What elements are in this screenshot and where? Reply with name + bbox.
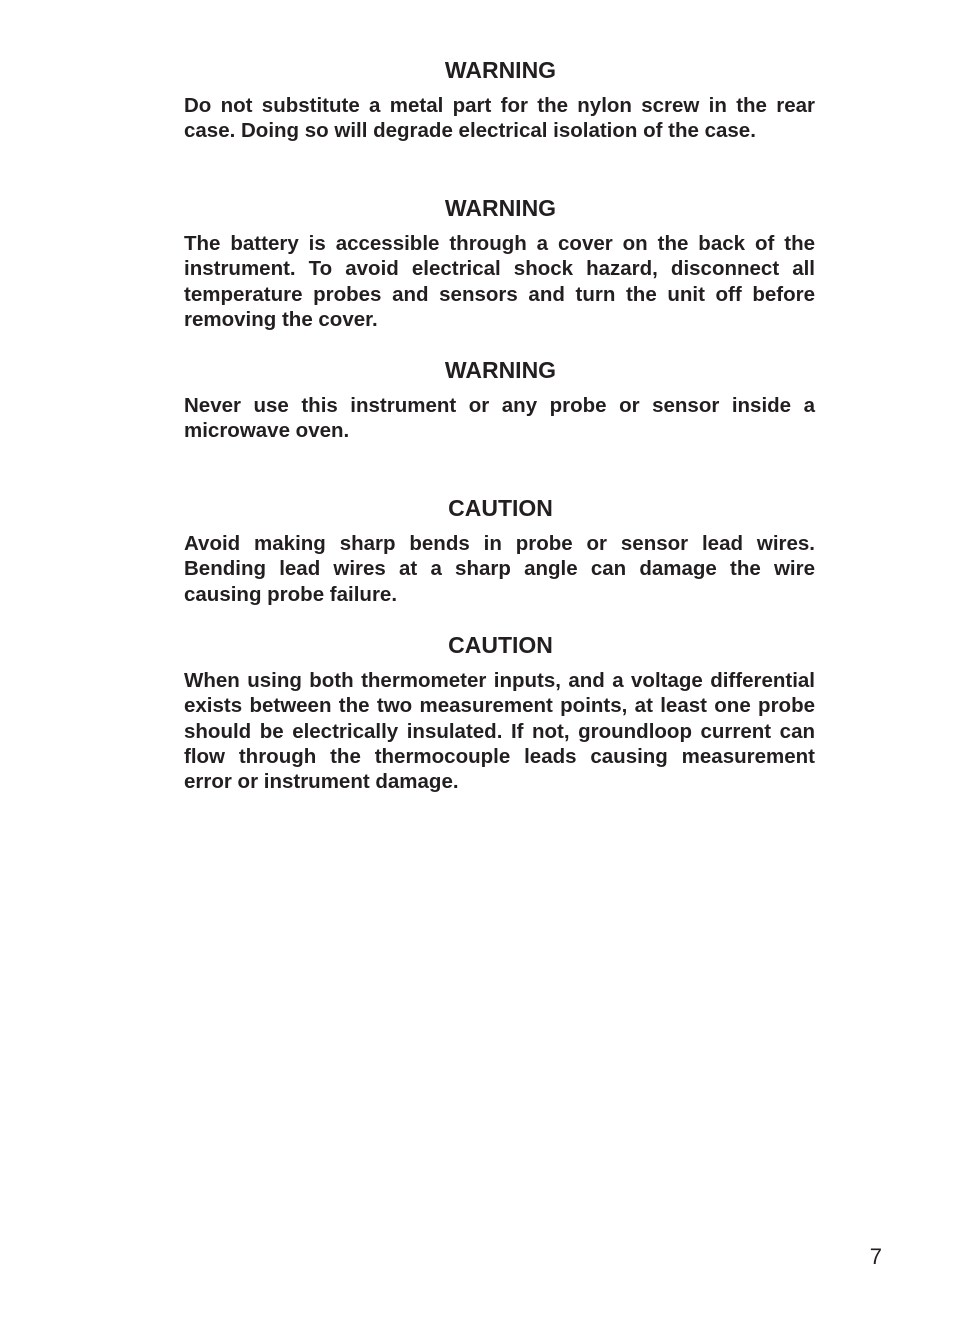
notice-heading: CAUTION	[448, 495, 553, 521]
caution-notice-ground-loop	[184, 632, 815, 794]
warning-notice-microwave	[184, 357, 815, 444]
notice-body: Never use this instrument or any probe or sensor inside a microwave oven.	[184, 394, 815, 443]
notice-body: Do not substitute a metal part for the nylon screw in the rear case. Doing so will degrade electrical isolation of the case.	[184, 94, 815, 143]
notice-heading: CAUTION	[448, 632, 553, 658]
notice-heading: WARNING	[444, 357, 557, 383]
warning-notice-nylon-screw	[184, 57, 815, 144]
caution-notice-lead-wires	[184, 495, 815, 607]
notice-body: When using both thermometer inputs, and a voltage differential exists between the two measurement points, at least one probe should be electrically insulated. If not, groundloop current can flow through the thermocouple leads causing measurement error or instrument damage.	[184, 669, 815, 794]
notice-body: Avoid making sharp bends in probe or sensor lead wires. Bending lead wires at a sharp angle can damage the wire causing probe failure.	[184, 532, 815, 606]
warning-notice-battery-cover	[184, 195, 815, 332]
page-number: 7	[869, 1244, 882, 1269]
notice-heading: WARNING	[444, 57, 557, 83]
notice-body: The battery is accessible through a cover on the back of the instrument. To avoid electrical shock hazard, disconnect all temperature probes and sensors and turn the unit off before removing the cover.	[184, 232, 815, 331]
notice-heading: WARNING	[444, 195, 557, 221]
